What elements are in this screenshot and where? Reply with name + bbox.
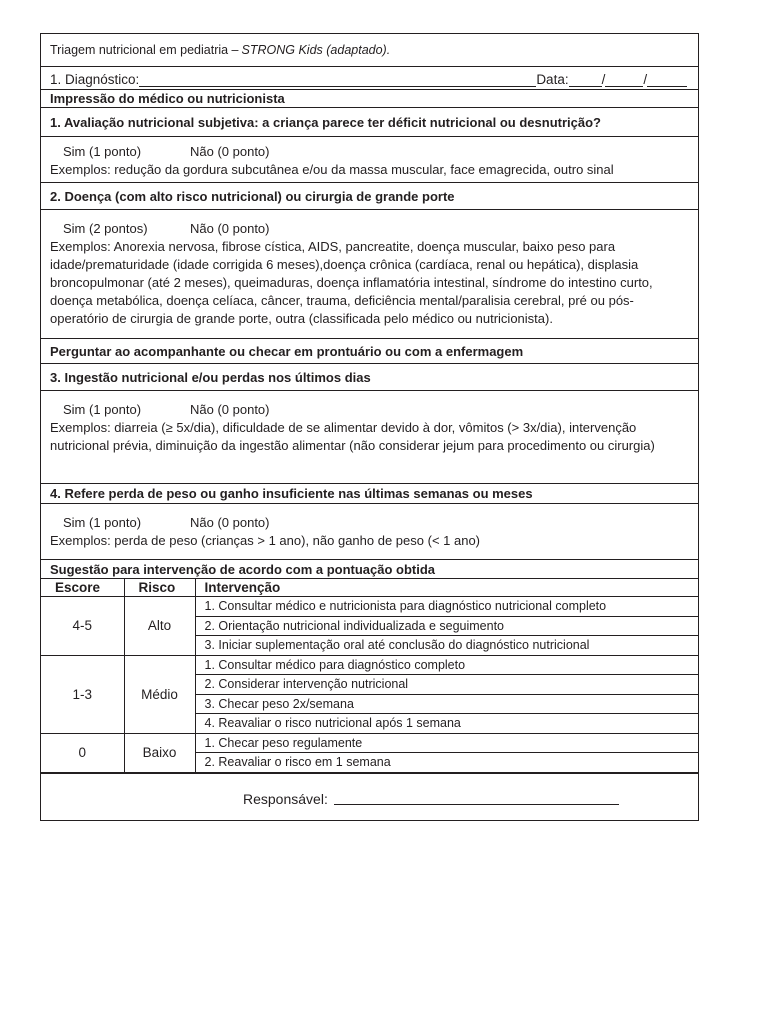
col-score-header: Escore xyxy=(41,579,124,597)
q2-options xyxy=(50,220,690,238)
diagnosis-row xyxy=(41,67,698,90)
q4-no-option[interactable]: Não (0 ponto) xyxy=(190,515,270,530)
q4-heading xyxy=(41,484,698,504)
q2-yes-option[interactable]: Sim (2 pontos) xyxy=(63,221,148,236)
q4-body xyxy=(41,504,698,560)
responsible-signature-field[interactable] xyxy=(334,804,619,805)
suggestion-heading xyxy=(41,560,698,579)
q4-heading-text: 4. Refere perda de peso ou ganho insuficiente nas últimas semanas ou meses xyxy=(50,486,533,501)
q2-examples: Exemplos: Anorexia nervosa, fibrose cística, AIDS, pancreatite, doença muscular, baixo peso para idade/prematuridade (idade corrigida 6 meses),doença crônica (cardíaca, renal ou hepática), displasia broncopulmonar (até 2 meses), queimaduras, doença inflamatória intestinal, síndrome do intestino curto, doença metabólica, doença celíaca, câncer, trauma, deficiência mental/paralisia cerebral, pré ou pós-operatório de cirurgia de grande porte, outra (classificada pelo médico ou nutricionista). xyxy=(50,239,653,326)
q1-no-option[interactable]: Não (0 ponto) xyxy=(190,144,270,159)
intervention-cell: 1. Consultar médico para diagnóstico completo xyxy=(195,655,698,675)
ask-heading-text: Perguntar ao acompanhante ou checar em prontuário ou com a enfermagem xyxy=(50,343,524,359)
table-row xyxy=(41,733,698,753)
intervention-cell: 2. Orientação nutricional individualizada e seguimento xyxy=(195,616,698,636)
impression-heading-text: Impressão do médico ou nutricionista xyxy=(50,91,285,106)
impression-heading xyxy=(41,90,698,108)
score-cell: 4-5 xyxy=(41,597,124,656)
intervention-cell: 1. Checar peso regulamente xyxy=(195,733,698,753)
ask-heading xyxy=(41,339,698,364)
q1-options xyxy=(50,143,690,161)
table-row xyxy=(41,655,698,675)
intervention-cell: 2. Reavaliar o risco em 1 semana xyxy=(195,753,698,772)
date-separator-2: / xyxy=(643,72,648,87)
q3-heading xyxy=(41,364,698,391)
intervention-table xyxy=(41,579,698,772)
col-risk-header: Risco xyxy=(124,579,195,597)
table-row xyxy=(41,597,698,617)
form-title-text: Triagem nutricional em pediatria – xyxy=(50,43,239,57)
risk-cell: Baixo xyxy=(124,733,195,772)
score-cell: 1-3 xyxy=(41,655,124,733)
q1-yes-option[interactable]: Sim (1 ponto) xyxy=(63,144,142,159)
intervention-cell: 4. Reavaliar o risco nutricional após 1 semana xyxy=(195,714,698,734)
q1-heading xyxy=(41,108,698,137)
date-day-field[interactable] xyxy=(569,72,602,87)
form-title-italic: STRONG Kids (adaptado). xyxy=(241,43,391,57)
date-label: Data: xyxy=(536,72,569,87)
q1-heading-text: 1. Avaliação nutricional subjetiva: a criança parece ter déficit nutricional ou desnutrição? xyxy=(50,114,601,130)
intervention-cell: 2. Considerar intervenção nutricional xyxy=(195,675,698,695)
date-separator-1: / xyxy=(601,72,606,87)
score-cell: 0 xyxy=(41,733,124,772)
q2-heading xyxy=(41,183,698,210)
q3-yes-option[interactable]: Sim (1 ponto) xyxy=(63,402,142,417)
responsible-row xyxy=(41,773,698,820)
q3-heading-text: 3. Ingestão nutricional e/ou perdas nos últimos dias xyxy=(50,369,371,385)
responsible-label: Responsável: xyxy=(243,790,328,807)
q4-options xyxy=(50,514,690,532)
q4-examples: Exemplos: perda de peso (crianças > 1 ano), não ganho de peso (< 1 ano) xyxy=(50,533,481,548)
q4-yes-option[interactable]: Sim (1 ponto) xyxy=(63,515,142,530)
q3-no-option[interactable]: Não (0 ponto) xyxy=(190,402,270,417)
q3-body xyxy=(41,391,698,484)
q3-options xyxy=(50,401,690,419)
q1-body xyxy=(41,137,698,183)
q2-no-option[interactable]: Não (0 ponto) xyxy=(190,221,270,236)
risk-cell: Médio xyxy=(124,655,195,733)
intervention-cell: 3. Checar peso 2x/semana xyxy=(195,694,698,714)
screening-form xyxy=(40,33,699,821)
suggestion-heading-text: Sugestão para intervenção de acordo com a pontuação obtida xyxy=(50,561,436,577)
diagnosis-label: 1. Diagnóstico: xyxy=(50,72,140,87)
diagnosis-field[interactable] xyxy=(139,72,536,87)
q3-examples: Exemplos: diarreia (≥ 5x/dia), dificuldade de se alimentar devido à dor, vômitos (> 3x/dia), intervenção nutricional prévia, diminuição da ingestão alimentar (não considerar jejum para procedimento ou cirurgia) xyxy=(50,420,655,453)
intervention-cell: 3. Iniciar suplementação oral até conclusão do diagnóstico nutricional xyxy=(195,636,698,656)
q2-heading-text: 2. Doença (com alto risco nutricional) ou cirurgia de grande porte xyxy=(50,188,455,204)
table-header-row xyxy=(41,579,698,597)
col-intervention-header: Intervenção xyxy=(195,579,698,597)
q2-body xyxy=(41,210,698,339)
risk-cell: Alto xyxy=(124,597,195,656)
form-title xyxy=(41,34,698,67)
q1-examples: Exemplos: redução da gordura subcutânea e/ou da massa muscular, face emagrecida, outro sinal xyxy=(50,162,614,177)
date-year-field[interactable] xyxy=(647,72,687,87)
date-month-field[interactable] xyxy=(605,72,643,87)
intervention-cell: 1. Consultar médico e nutricionista para diagnóstico nutricional completo xyxy=(195,597,698,617)
suggestion-section xyxy=(41,560,698,773)
